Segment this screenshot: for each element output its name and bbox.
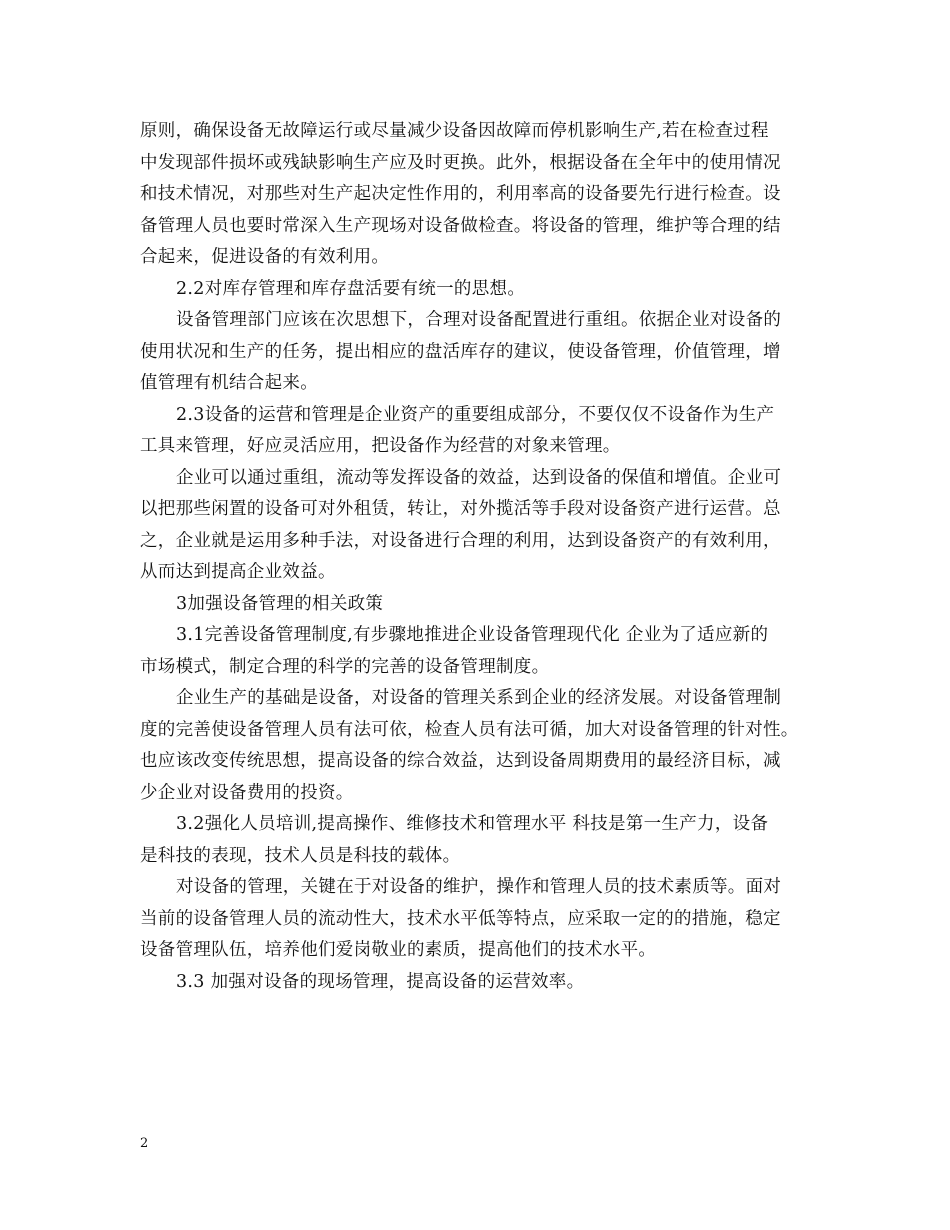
text-line: 3.3 加强对设备的现场管理，提高设备的运营效率。 <box>176 971 585 992</box>
text-line: 企业可以通过重组，流动等发挥设备的效益，达到设备的保值和增值。企业可 <box>176 467 782 488</box>
text-line: 3.2强化人员培训,提高操作、维修技术和管理水平 科技是第一生产力，设备 <box>176 814 769 834</box>
text-line: 2.2对库存管理和库存盘活要有统一的思想。 <box>176 278 526 299</box>
text-line: 设备管理队伍，培养他们爱岗敬业的素质，提高他们的技术水平。 <box>140 940 657 960</box>
text-line: 备管理人员也要时常深入生产现场对设备做检查。将设备的管理，维护等合理的结 <box>140 215 781 236</box>
text-line: 市场模式，制定合理的科学的完善的设备管理制度。 <box>140 656 550 677</box>
text-line: 当前的设备管理人员的流动性大，技术水平低等特点，应采取一定的的措施，稳定 <box>140 908 781 929</box>
text-line: 原则，确保设备无故障运行或尽量减少设备因故障而停机影响生产,若在检查过程 <box>140 121 769 141</box>
text-line: 值管理有机结合起来。 <box>140 373 318 393</box>
text-line: 2.3设备的运营和管理是企业资产的重要组成部分，不要仅仅不设备作为生产 <box>176 404 775 425</box>
text-line: 对设备的管理，关键在于对设备的维护，操作和管理人员的技术素质等。面对 <box>176 877 782 897</box>
text-line: 3.1完善设备管理制度,有步骤地推进企业设备管理现代化 企业为了适应新的 <box>176 625 769 645</box>
text-line: 少企业对设备费用的投资。 <box>140 782 354 803</box>
text-line: 从而达到提高企业效益。 <box>140 562 336 582</box>
text-line: 3加强设备管理的相关政策 <box>176 593 384 614</box>
text-line: 企业生产的基础是设备，对设备的管理关系到企业的经济发展。对设备管理制 <box>176 688 782 708</box>
text-line: 之，企业就是运用多种手法，对设备进行合理的利用，达到设备资产的有效利用， <box>140 530 781 551</box>
text-line: 使用状况和生产的任务，提出相应的盘活库存的建议，使设备管理，价值管理，增 <box>140 341 781 362</box>
text-line: 工具来管理，好应灵活应用，把设备作为经营的对象来管理。 <box>140 436 621 456</box>
text-line: 度的完善使设备管理人员有法可依，检查人员有法可循，加大对设备管理的针对性。 <box>140 719 799 740</box>
text-line: 设备管理部门应该在次思想下，合理对设备配置进行重组。依据企业对设备的 <box>176 310 782 330</box>
text-line: 合起来，促进设备的有效利用。 <box>140 247 390 267</box>
text-line: 也应该改变传统思想，提高设备的综合效益，达到设备周期费用的最经济目标，减 <box>140 751 781 771</box>
body-text <box>140 116 816 998</box>
text-line: 中发现部件损坏或残缺影响生产应及时更换。此外，根据设备在全年中的使用情况 <box>140 152 781 173</box>
page-number: 2 <box>140 1136 149 1151</box>
text-line: 是科技的表现，技术人员是科技的载体。 <box>140 845 461 866</box>
text-line: 和技术情况，对那些对生产起决定性作用的，利用率高的设备要先行进行检查。设 <box>140 184 781 204</box>
text-line: 以把那些闲置的设备可对外租赁，转让，对外揽活等手段对设备资产进行运营。总 <box>140 499 781 519</box>
